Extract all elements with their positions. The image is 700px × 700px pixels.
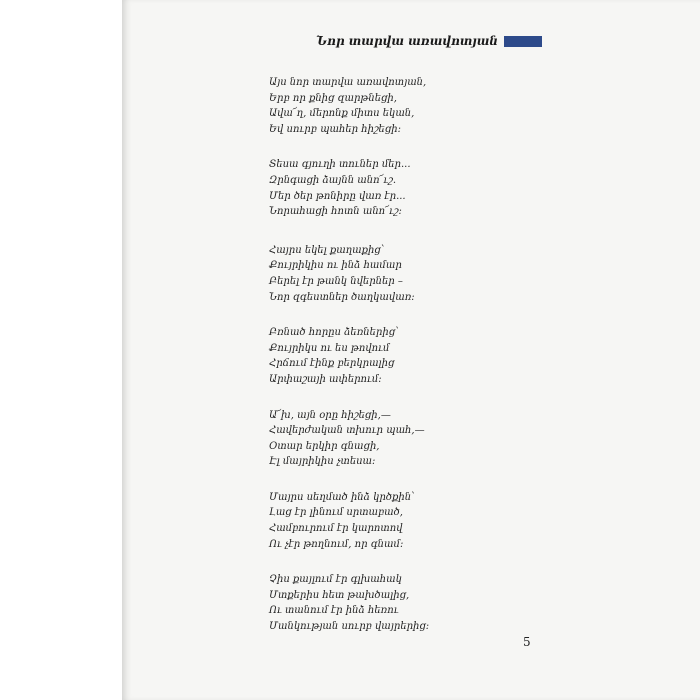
poem-body (269, 75, 529, 655)
page-number: 5 (523, 635, 531, 649)
poem-line: Եվ սուրբ պահեր հիշեցի: (269, 123, 401, 135)
poem-line: Համբուրում էր կարոտով (269, 523, 403, 535)
poem-line: Նորահացի հոտն անո՜ւշ: (269, 206, 402, 218)
poem-line: Բերել էր թանկ նվերներ – (269, 275, 403, 287)
poem-line: Ավա՜ղ, մերոնք միտս եկան, (269, 108, 415, 120)
title-accent-bar (504, 36, 542, 47)
poem-line: Ա՜խ, այն օրը հիշեցի,— (269, 409, 391, 421)
poem-line: Օտար երկիր գնացի, (269, 440, 380, 452)
poem-line: Լաց էր լինում սրտաբած, (269, 507, 403, 519)
poem-line: Արփաշայի ափերում: (269, 373, 382, 385)
poem-line: Ու տանում էր ինձ հեռու (269, 605, 399, 617)
poem-line: Երբ որ քնից զարթնեցի, (269, 92, 397, 104)
stanza (269, 157, 529, 219)
poem-line: Նոր զգեստներ ծաղկավառ: (269, 291, 415, 303)
stanza (269, 325, 529, 387)
poem-title: Նոր տարվա առավոտյան (316, 34, 498, 48)
poem-line: Զրնգացի ձայնն անո՜ւշ. (269, 174, 397, 186)
stanza (269, 490, 529, 552)
poem-line: Այս նոր տարվա առավոտյան, (269, 77, 427, 88)
poem-line: Մեր ծեր թոնիրը վառ էր... (269, 190, 406, 202)
poem-line: Չիս քայլում էր գլխահակ (269, 574, 402, 586)
scan-margin (0, 0, 122, 700)
poem-line: Հավերժական տխուր պահ,— (269, 425, 425, 437)
poem-line: Ու չէր թողնում, որ գնամ: (269, 538, 404, 550)
poem-line: Մտքերիս հետ թախծալից, (269, 589, 410, 601)
stanza (269, 75, 529, 137)
poem-line: Տեսա գյուղի տուներ մեր... (269, 159, 411, 171)
poem-line: Էլ մայրիկիս չտեսա: (269, 456, 376, 468)
poem-line: Հրճում էինք բերկրալից (269, 358, 395, 370)
page-header (232, 32, 542, 50)
poem-line: Մայրս սեղմած ինձ կրծքին՝ (269, 491, 415, 503)
poem-line: Քույրիկս ու ես թովում (269, 342, 390, 354)
poem-line: Հայրս եկել քաղաքից՝ (269, 244, 385, 256)
stanza (269, 408, 529, 470)
poem-line: Քույրիկիս ու ինձ համար (269, 260, 402, 272)
poem-line: Մանկության սուրբ վայրերից: (269, 621, 430, 633)
stanza (269, 243, 529, 305)
stanza (269, 572, 529, 634)
poem-line: Բռնած հորըս ձեռներից՝ (269, 327, 399, 339)
